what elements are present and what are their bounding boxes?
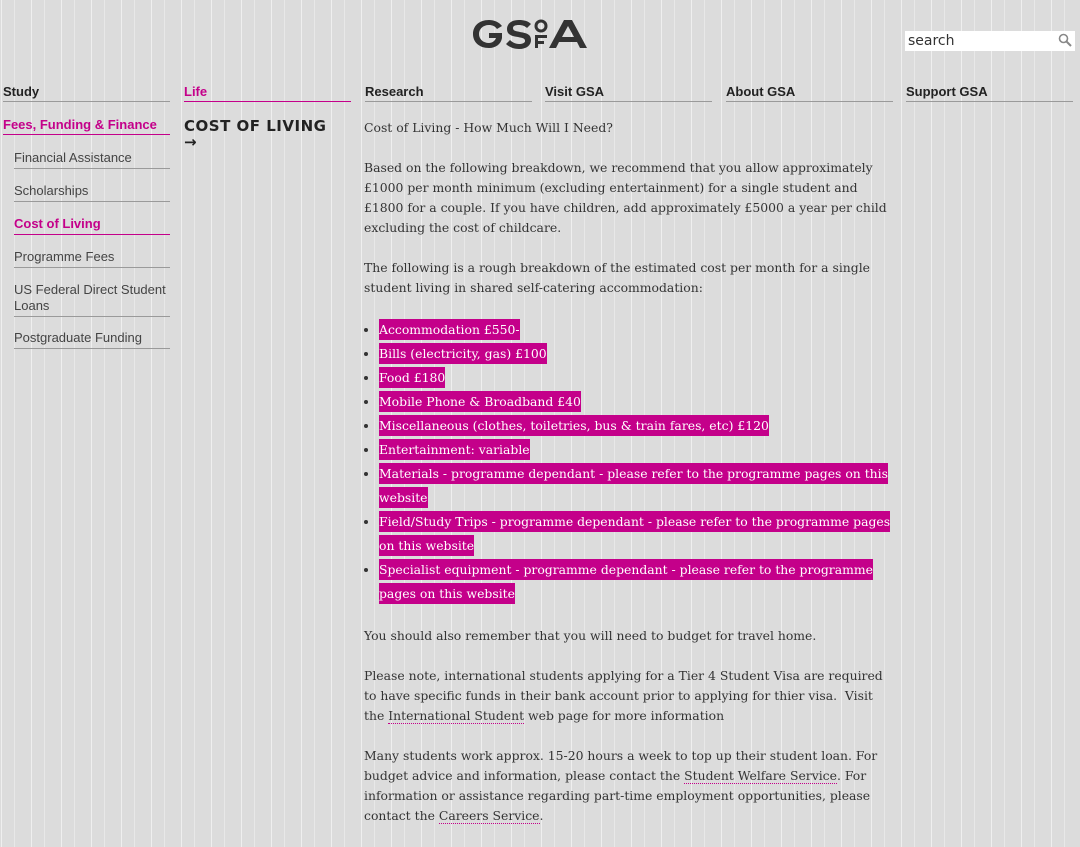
search-input[interactable] [905, 31, 1056, 51]
nav-support-gsa[interactable]: Support GSA [906, 84, 1073, 102]
cost-breakdown-list [364, 318, 894, 606]
sidebar-item-scholarships[interactable]: Scholarships [14, 183, 170, 202]
content-paragraph-visa: Please note, international students applying for a Tier 4 Student Visa are required to have specific funds in their bank account prior to applying for thier visa. Visit the International Student web page for more information [364, 668, 883, 723]
sidebar-item-financial-assistance[interactable]: Financial Assistance [14, 150, 170, 169]
sidebar-item-postgraduate-funding[interactable]: Postgraduate Funding [14, 330, 170, 349]
list-item: • Mobile Phone & Broadband £40 [379, 390, 894, 414]
nav-visit-gsa[interactable]: Visit GSA [545, 84, 712, 102]
nav-life[interactable]: Life [184, 84, 351, 102]
list-item: • Food £180 [379, 366, 894, 390]
list-item: • Miscellaneous (clothes, toiletries, bus & train fares, etc) £120 [379, 414, 894, 438]
gsa-logo-mark [469, 14, 601, 54]
careers-service-link[interactable]: Careers Service [438, 808, 540, 823]
content-paragraph-travel: You should also remember that you will need to budget for travel home. [364, 628, 817, 643]
content-intro-title: Cost of Living - How Much Will I Need? [364, 120, 613, 135]
content-paragraph-recommendation: Based on the following breakdown, we recommend that you allow approximately £1000 per month minimum (excluding entertainment) for a single student and £1800 for a couple. If you have children, add approximately £5000 a year per child excluding the cost of childcare. [364, 160, 887, 235]
content-paragraph-work: Many students work approx. 15-20 hours a week to top up their student loan. For budget advice and information, please contact the Student Welfare Service. For information or assistance regarding part-time employment opportunities, please contact the Careers Service. [364, 748, 878, 823]
student-welfare-service-link[interactable]: Student Welfare Service [684, 768, 837, 783]
sidebar-heading[interactable]: Fees, Funding & Finance [3, 117, 170, 135]
gsa-logo[interactable] [469, 14, 601, 54]
list-item: • Materials - programme dependant - please refer to the programme pages on this website [379, 462, 894, 510]
list-item: • Specialist equipment - programme dependant - please refer to the programme pages on this website [379, 558, 894, 606]
main-content [364, 118, 894, 846]
search-icon[interactable] [1058, 33, 1072, 47]
nav-research[interactable]: Research [365, 84, 532, 102]
list-item: • Entertainment: variable [379, 438, 894, 462]
content-paragraph-breakdown-intro: The following is a rough breakdown of the estimated cost per month for a single student living in shared self-catering accommodation: [364, 260, 870, 295]
sidebar-item-programme-fees[interactable]: Programme Fees [14, 249, 170, 268]
search-box[interactable] [905, 31, 1075, 51]
list-item: • Field/Study Trips - programme dependant - please refer to the programme pages on this website [379, 510, 894, 558]
list-item: • Accommodation £550- [379, 318, 894, 342]
list-item: • Bills (electricity, gas) £100 [379, 342, 894, 366]
international-student-link[interactable]: International Student [388, 708, 525, 723]
page-title: COST OF LIVING → [184, 117, 327, 151]
nav-about-gsa[interactable]: About GSA [726, 84, 893, 102]
nav-study[interactable]: Study [3, 84, 170, 102]
sidebar-item-cost-of-living[interactable]: Cost of Living [14, 216, 170, 235]
sidebar-item-us-federal-loans[interactable]: US Federal Direct Student Loans [14, 282, 170, 317]
